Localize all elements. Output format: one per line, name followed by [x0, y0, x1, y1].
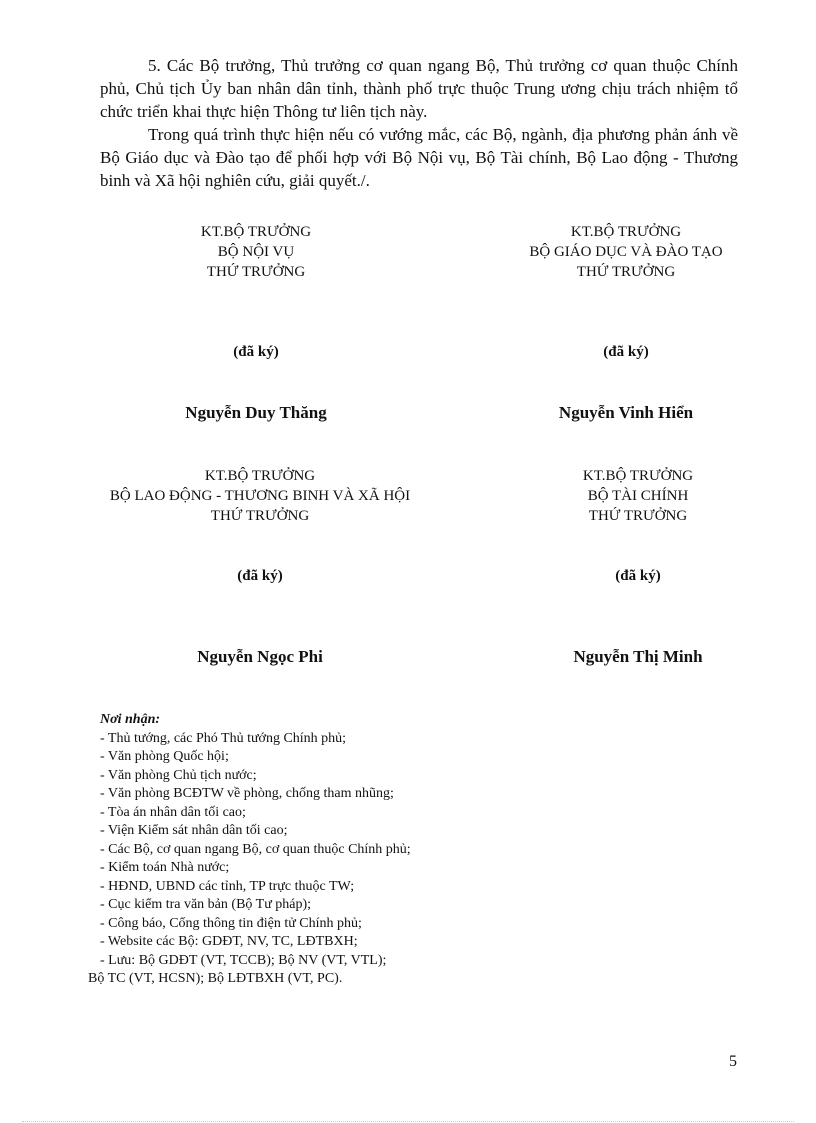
signed-note: (đã ký)	[237, 568, 283, 584]
recipient-item: - Công báo, Cổng thông tin điện tử Chính phủ;	[100, 915, 362, 931]
signer-name: Nguyễn Thị Minh	[573, 647, 703, 666]
signer-name: Nguyễn Vinh Hiển	[558, 403, 694, 422]
recipient-item: - Văn phòng Chủ tịch nước;	[100, 767, 257, 783]
recipient-item: - Lưu: Bộ GDĐT (VT, TCCB); Bộ NV (VT, VTL);	[100, 952, 387, 968]
signature-title-line: THỨ TRƯỞNG	[210, 508, 310, 524]
signer-name: Nguyễn Duy Thăng	[185, 403, 327, 422]
page-bottom-divider	[22, 1121, 794, 1122]
signature-block-home-affairs	[136, 222, 376, 282]
signature-title-line: THỨ TRƯỞNG	[588, 508, 688, 524]
recipient-item-continuation: Bộ TC (VT, HCSN); Bộ LĐTBXH (VT, PC).	[88, 971, 343, 986]
signed-note: (đã ký)	[233, 344, 279, 360]
recipient-item: - Cục kiểm tra văn bản (Bộ Tư pháp);	[100, 897, 312, 912]
recipients-list	[88, 711, 600, 989]
recipients-title: Nơi nhận:	[100, 712, 161, 727]
recipient-item: - Viện Kiểm sát nhân dân tối cao;	[100, 823, 288, 838]
page-number: 5	[729, 1053, 737, 1070]
recipient-item: - Các Bộ, cơ quan ngang Bộ, cơ quan thuộc Chính phủ;	[100, 841, 411, 857]
recipient-item: - Văn phòng Quốc hội;	[100, 749, 229, 764]
signature-ministry-line: BỘ TÀI CHÍNH	[587, 488, 689, 504]
signature-ministry-line: BỘ LAO ĐỘNG - THƯƠNG BINH VÀ XÃ HỘI	[109, 488, 411, 504]
signature-role-line: KT.BỘ TRƯỞNG	[582, 468, 694, 484]
signature-title-line: THỨ TRƯỞNG	[576, 264, 676, 280]
paragraph-implementation-responsibility: 5. Các Bộ trưởng, Thủ trưởng cơ quan ngang Bộ, Thủ trưởng cơ quan thuộc Chính phủ, Chủ tịch Ủy ban nhân dân tỉnh, thành phố trực thuộc Trung ương chịu trách nhiệm tổ chức triển khai thực hiện Thông tư liên tịch này.	[100, 56, 738, 121]
signature-ministry-line: BỘ NỘI VỤ	[217, 244, 295, 260]
signature-block-finance	[518, 466, 758, 526]
signature-role-line: KT.BỘ TRƯỞNG	[204, 468, 316, 484]
recipient-item: - Văn phòng BCĐTW về phòng, chống tham nhũng;	[100, 786, 394, 801]
signed-note: (đã ký)	[603, 344, 649, 360]
signature-role-line: KT.BỘ TRƯỞNG	[570, 224, 682, 240]
signature-block-education	[496, 222, 756, 282]
recipient-item: - Thủ tướng, các Phó Thủ tướng Chính phủ;	[100, 730, 347, 746]
recipient-item: - Tòa án nhân dân tối cao;	[100, 804, 246, 820]
paragraph-feedback-instruction: Trong quá trình thực hiện nếu có vướng mắc, các Bộ, ngành, địa phương phản ánh về Bộ Giáo dục và Đào tạo để phối hợp với Bộ Nội vụ, Bộ Tài chính, Bộ Lao động - Thương binh và Xã hội nghiên cứu, giải quyết./.	[100, 125, 738, 190]
recipient-item: - HĐND, UBND các tỉnh, TP trực thuộc TW;	[100, 878, 355, 894]
signature-title-line: THỨ TRƯỞNG	[206, 264, 306, 280]
recipient-item: - Website các Bộ: GDĐT, NV, TC, LĐTBXH;	[100, 934, 358, 949]
signature-role-line: KT.BỘ TRƯỞNG	[200, 224, 312, 240]
recipient-item: - Kiểm toán Nhà nước;	[100, 860, 230, 875]
signature-block-labour	[68, 466, 452, 526]
signer-name: Nguyễn Ngọc Phi	[197, 647, 323, 666]
signature-ministry-line: BỘ GIÁO DỤC VÀ ĐÀO TẠO	[529, 244, 723, 260]
signed-note: (đã ký)	[615, 568, 661, 584]
